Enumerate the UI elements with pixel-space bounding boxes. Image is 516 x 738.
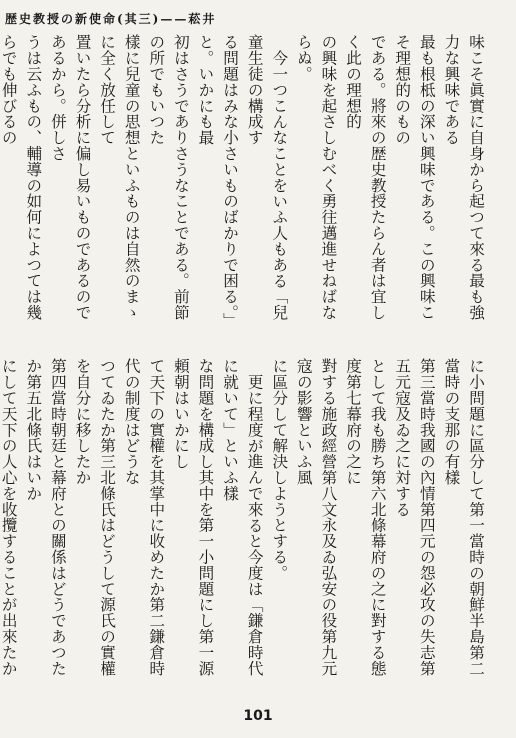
text-line: つてゐたか第三北條氏はどうして源氏の實權を自分に移したか (73, 358, 117, 676)
running-header: 歴史教授の新使命(其三)——菘井 (5, 12, 217, 26)
text-line: 樣に兒童の思想といふものは自然のまゝに全く放任して (98, 34, 141, 321)
top-text-block (0, 34, 488, 334)
text-line: 今一つこんなことをいふ人もある「兒童生徒の構成す (245, 34, 289, 320)
text-line: 對する施政經營第八文永及ゐ弘安の役第九元寇の影響といふ風 (294, 358, 338, 676)
text-line: うは云ふもの、輔導の如何によつては幾らでも伸びるの (0, 34, 43, 321)
text-line: 第三當時我國の內情第四元の怨必攻の失志第五元寇及ゐ之に対する (393, 358, 436, 676)
text-line: 第四當時朝廷と幕府との關係はどうであつたか第五北條氏はいか (24, 358, 67, 676)
text-line: として我も勝ち第六北條幕府の之に對する態度第七幕府の之に (344, 358, 387, 676)
text-line: 味こそ眞實に自身から起つて來る最も強力な興味である (442, 34, 485, 321)
text-line: 最も根柢の深い興味である。この興味こそ理想的のもの (393, 34, 436, 321)
text-line: に區分して解決しようとする。 (270, 358, 289, 581)
text-line: に小問題に區分して第一當時の朝鮮半島第二當時の支那の有樣 (442, 358, 485, 676)
text-line: 置いたら分析に偏し易いものであるのであるから。併しさ (48, 34, 92, 321)
text-line: 初はさうでありさうなことである。前節の所でもいつた (147, 34, 190, 321)
text-line: る問題はみな小さいものばかりで困る。」と。いかにも最 (196, 34, 240, 329)
text-line: の興味を起さしむべく勇往邁進せねばならぬ。 (294, 34, 338, 321)
text-line: て天下の實權を其掌中に收めたか第二鎌倉時代の制度はどうな (122, 358, 166, 676)
text-line: である。將來の歴史教授たらん者は宜しく此の理想的 (344, 34, 387, 321)
text-line: にして天下の人心を收攬することが出來たか (0, 358, 18, 676)
text-line: 更に程度が進んで來ると今度は「鎌倉時代に就いて」といふ樣 (221, 358, 264, 676)
page-number: 101 (243, 708, 273, 724)
bottom-text-block (0, 358, 488, 686)
text-line: な問題を構成し其中を第一小問題にし第一源頼朝はいかにし (171, 358, 215, 676)
